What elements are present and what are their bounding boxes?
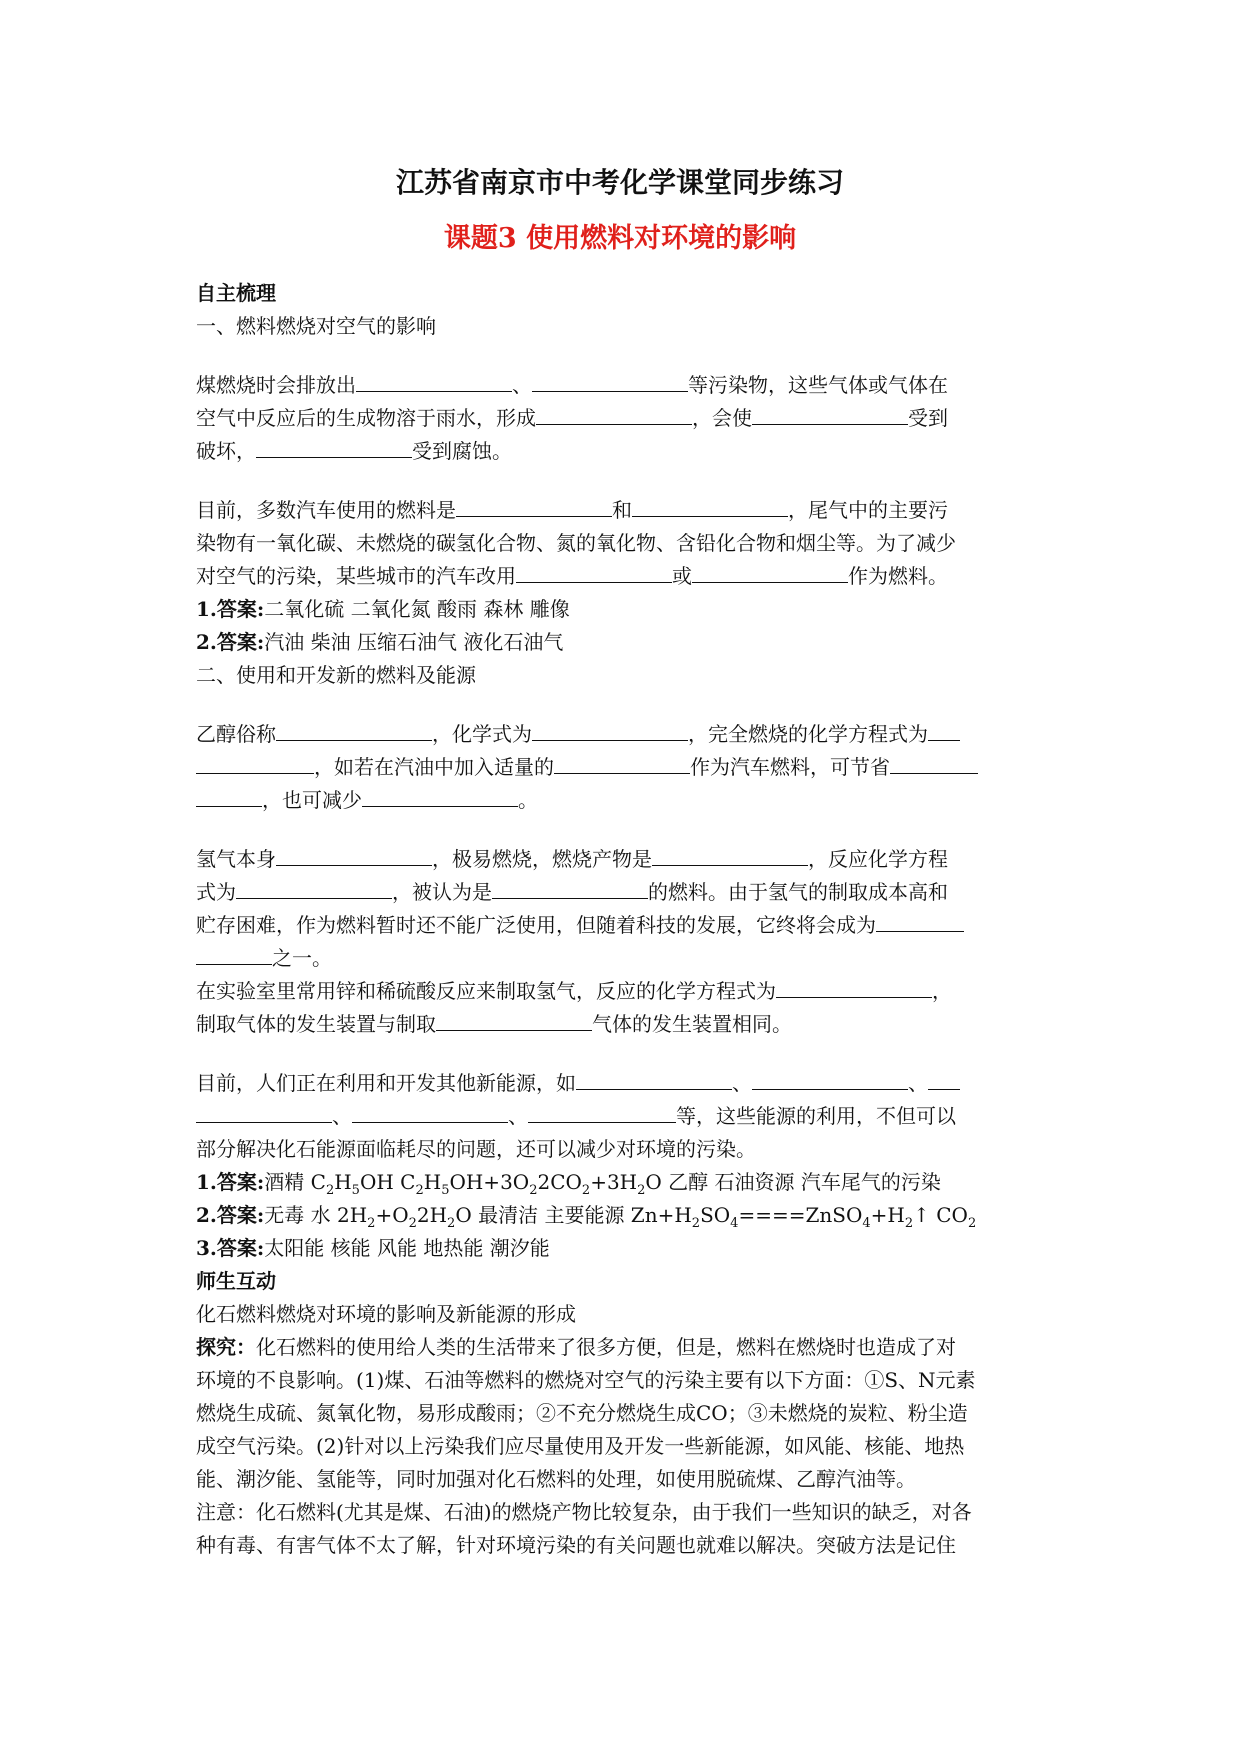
answer-blank[interactable]	[528, 1100, 676, 1123]
answer-blank[interactable]	[928, 1067, 960, 1090]
answer-blank[interactable]	[876, 909, 964, 932]
answer-blank[interactable]	[196, 942, 272, 965]
lesson-title: 课题3 使用燃料对环境的影响	[443, 223, 797, 254]
answer-blank[interactable]	[456, 494, 612, 517]
answer-5: 3.答案:太阳能 核能 风能 地热能 潮汐能	[196, 1236, 550, 1260]
answer-blank[interactable]	[532, 369, 688, 392]
question-4: 氢气本身 ，极易燃烧，燃烧产物是 ，反应化学方程 式为 ，被认为是 的燃料。由于氢气的制取成本高和 贮存困难，作为燃料暂时还不能广泛使用，但随着科技的发展，它终将会成为 之一。 在实验室里常用锌和稀硫酸反应来制取氢气，反应的化学方程式为 ， 制取气体的发生装置与制取 气体的发生装置相同。	[196, 843, 1044, 1041]
answer-blank[interactable]	[752, 1067, 908, 1090]
subsection-2: 二、使用和开发新的燃料及能源	[196, 663, 476, 687]
answer-blank[interactable]	[554, 751, 690, 774]
answer-2: 2.答案:汽油 柴油 压缩石油气 液化石油气	[196, 630, 564, 654]
answer-blank[interactable]	[928, 718, 960, 741]
answer-blank[interactable]	[692, 560, 848, 583]
subsection-1: 一、燃料燃烧对空气的影响	[196, 314, 436, 338]
section-heading-interaction: 师生互动	[196, 1269, 276, 1293]
answer-blank[interactable]	[536, 402, 692, 425]
answer-blank[interactable]	[516, 560, 672, 583]
answer-blank[interactable]	[196, 784, 262, 807]
answer-blank[interactable]	[492, 876, 648, 899]
answer-blank[interactable]	[652, 843, 808, 866]
answer-blank[interactable]	[576, 1067, 732, 1090]
answer-blank[interactable]	[436, 1008, 592, 1031]
document-title: 江苏省南京市中考化学课堂同步练习	[395, 166, 844, 199]
answer-blank[interactable]	[196, 751, 314, 774]
answer-blank[interactable]	[256, 435, 412, 458]
answer-blank[interactable]	[236, 876, 392, 899]
question-3: 乙醇俗称 ，化学式为 ，完全燃烧的化学方程式为 ，如若在汽油中加入适量的 作为汽车燃料，可节省 ，也可减少 。	[196, 718, 1044, 817]
answer-blank[interactable]	[752, 402, 908, 425]
page	[196, 165, 1044, 1562]
answer-blank[interactable]	[352, 1100, 508, 1123]
answer-4: 2.答案:无毒 水 $2H_2+O_22H_2O$ 最清洁 主要能源 $Zn+H_2SO_4====ZnSO_4+H_2↑$ $CO_2$	[196, 1203, 977, 1231]
answer-blank[interactable]	[776, 975, 932, 998]
answer-blank[interactable]	[890, 751, 978, 774]
answer-blank[interactable]	[532, 718, 688, 741]
answer-3: 1.答案:酒精 $C_2H_5OH$ $C_2H_5OH+3O_22CO_2+3H_2O$ 乙醇 石油资源 汽车尾气的污染	[196, 1170, 941, 1198]
section-heading-self-study: 自主梳理	[196, 281, 276, 305]
answer-blank[interactable]	[356, 369, 512, 392]
answer-blank[interactable]	[196, 1100, 332, 1123]
answer-blank[interactable]	[276, 843, 432, 866]
question-1: 煤燃烧时会排放出 、 等污染物，这些气体或气体在 空气中反应后的生成物溶于雨水，形成 ，会使 受到 破坏， 受到腐蚀。	[196, 369, 1044, 468]
answer-blank[interactable]	[632, 494, 788, 517]
explore-paragraph: 探究：化石燃料的使用给人类的生活带来了很多方便，但是，燃料在燃烧时也造成了对 环境的不良影响。(1)煤、石油等燃料的燃烧对空气的污染主要有以下方面：①S、N元素 燃烧生成硫、氮氧化物，易形成酸雨；②不充分燃烧生成CO；③未燃烧的炭粒、粉尘造 成空气污染。(2)针对以上污染我们应尽量使用及开发一些新能源，如风能、核能、地热 能、潮汐能、氢能等，同时加强对化石燃料的处理，如使用脱硫煤、乙醇汽油等。	[196, 1335, 976, 1491]
answer-blank[interactable]	[362, 784, 518, 807]
answer-1: 1.答案:二氧化硫 二氧化氮 酸雨 森林 雕像	[196, 597, 570, 621]
note-paragraph: 注意：化石燃料(尤其是煤、石油)的燃烧产物比较复杂，由于我们一些知识的缺乏，对各 种有毒、有害气体不太了解，针对环境污染的有关问题也就难以解决。突破方法是记住	[196, 1500, 972, 1557]
topic-line: 化石燃料燃烧对环境的影响及新能源的形成	[196, 1302, 576, 1326]
question-2: 目前，多数汽车使用的燃料是 和 ，尾气中的主要污 染物有一氧化碳、未燃烧的碳氢化合物、氮的氧化物、含铅化合物和烟尘等。为了减少 对空气的污染，某些城市的汽车改用 或 作为燃料。	[196, 494, 1044, 593]
question-5: 目前，人们正在利用和开发其他新能源，如 、 、 、 、 等，这些能源的利用，不但可以 部分解决化石能源面临耗尽的问题，还可以减少对环境的污染。	[196, 1067, 1044, 1166]
answer-blank[interactable]	[276, 718, 432, 741]
